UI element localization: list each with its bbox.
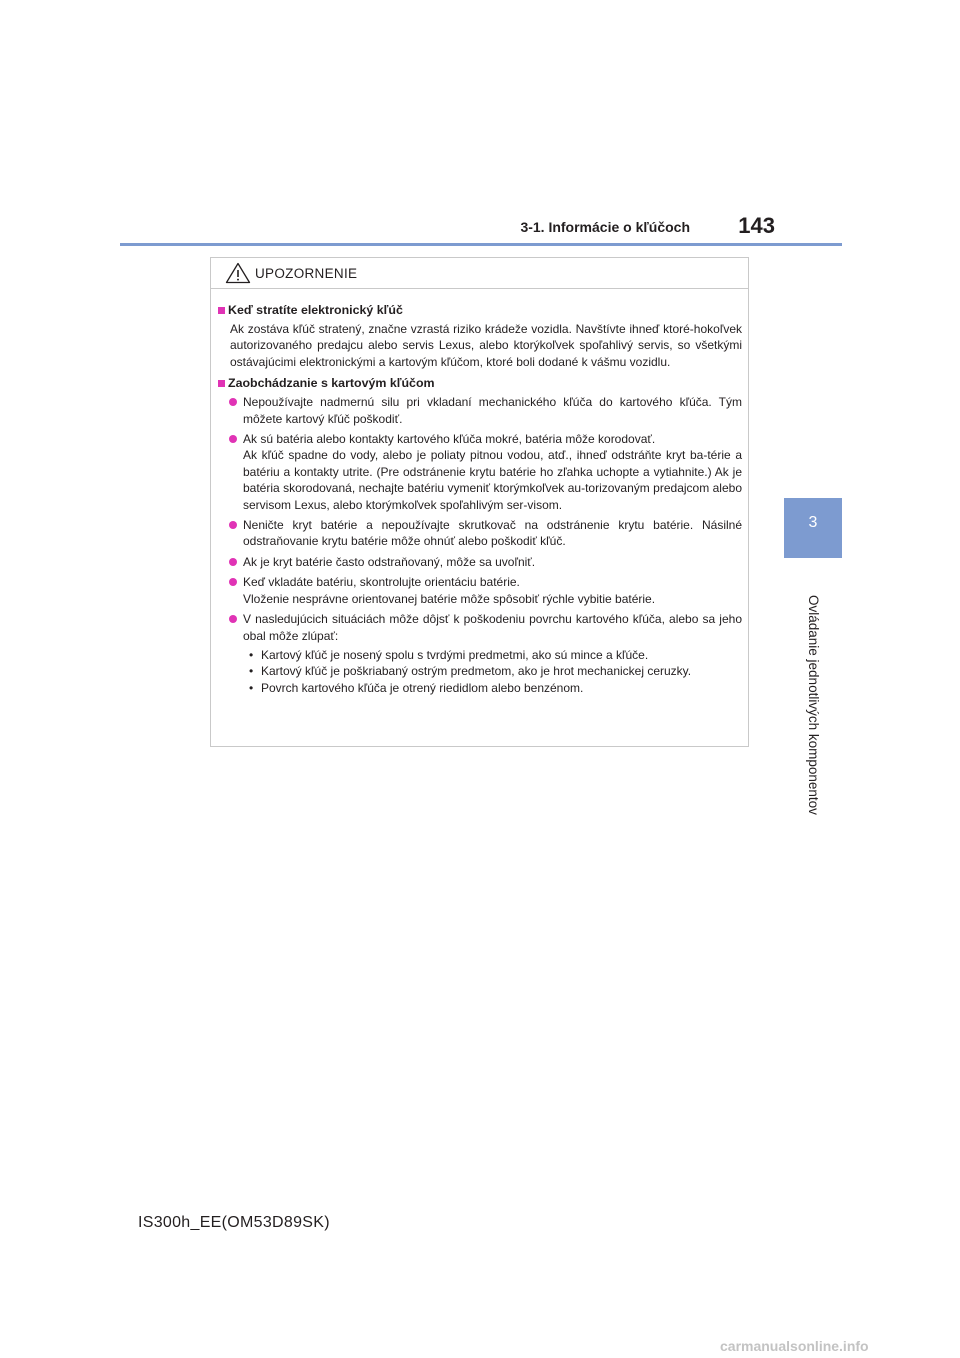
page-number: 143 xyxy=(738,213,775,238)
bullet-item xyxy=(229,554,742,570)
warning-header xyxy=(211,258,748,289)
bullet-text: Ak je kryt batérie často odstraňovaný, môže sa uvoľniť. xyxy=(243,554,536,569)
section-title xyxy=(218,302,742,319)
bullet-text: Neničte kryt batérie a nepoužívajte skrutkovač na odstránenie krytu batérie. Násilné odstraňovanie krytu batérie môže ohnúť alebo poškodiť kľúč. xyxy=(243,518,742,549)
sub-list xyxy=(243,647,742,696)
pink-dot-icon xyxy=(229,558,237,566)
bullet-item xyxy=(229,517,742,550)
bullet-item xyxy=(229,574,742,607)
pink-dot-icon xyxy=(229,578,237,586)
bullet-text-continued: Vloženie nesprávne orientovanej batérie môže spôsobiť rýchle vybitie batérie. xyxy=(243,591,656,606)
bullet-item xyxy=(229,394,742,427)
bullet-item xyxy=(229,611,742,696)
pink-dot-icon xyxy=(229,398,237,406)
section-title-text: Zaobchádzanie s kartovým kľúčom xyxy=(228,376,435,391)
chapter-tab xyxy=(784,498,842,558)
bullet-text-continued: Ak kľúč spadne do vody, alebo je poliaty pitnou vodou, atď., ihneď odstráňte kryt ba-térie a batériu a kontakty utrite. (Pre odstránenie krytu batérie ho zľahka uchopte a vytiahnite.) Ak je batéria skorodovaná, nechajte batériu vymeniť ktorýmkoľvek au-torizovaným predajcom alebo servisom Lexus, alebo ktorýmkoľvek spoľahlivým ser-visom. xyxy=(243,448,742,512)
sub-bullet-mark: • xyxy=(249,647,254,662)
footer-model-code: IS300h_EE(OM53D89SK) xyxy=(138,1214,330,1231)
warning-title: UPOZORNENIE xyxy=(255,265,358,281)
sub-list-item xyxy=(249,680,742,696)
warning-triangle-icon xyxy=(225,262,251,284)
bullet-item xyxy=(229,431,742,513)
bullet-content xyxy=(243,431,742,513)
sub-list-item xyxy=(249,647,742,663)
pink-dot-icon xyxy=(229,435,237,443)
header-rule xyxy=(120,243,842,246)
warning-body xyxy=(211,289,748,696)
section-title xyxy=(218,375,742,392)
pink-square-icon xyxy=(218,307,225,314)
section-title-text: Keď stratíte elektronický kľúč xyxy=(228,303,403,317)
pink-dot-icon xyxy=(229,521,237,529)
pink-square-icon xyxy=(218,380,225,387)
sub-item-text: Povrch kartového kľúča je otrený riedidlom alebo benzénom. xyxy=(261,680,584,695)
bullet-text: Nepoužívajte nadmernú silu pri vkladaní mechanického kľúča do kartového kľúča. Tým môžete kartový kľúč poškodiť. xyxy=(243,395,742,426)
sub-bullet-mark: • xyxy=(249,680,254,695)
sub-bullet-mark: • xyxy=(249,664,254,679)
sub-item-text: Kartový kľúč je poškriabaný ostrým predmetom, ako je hrot mechanickej ceruzky. xyxy=(261,664,692,679)
section-paragraph: Ak zostáva kľúč stratený, značne vzrastá riziko krádeže vozidla. Navštívte ihneď ktoré-hokoľvek autorizovaného predajcu alebo servis Lexus, alebo ktorýkoľvek spoľahlivý servis, so všetkými ostávajúcimi elektronickými a kartovým kľúčom, ktoré boli dodané k vášmu vozidlu. xyxy=(230,322,742,369)
sub-item-text: Kartový kľúč je nosený spolu s tvrdými predmetmi, ako sú mince a kľúče. xyxy=(261,647,649,662)
chapter-number: 3 xyxy=(808,514,818,531)
bullet-text: V nasledujúcich situáciách môže dôjsť k poškodeniu povrchu kartového kľúča, alebo sa jeho obal môže zlúpať: xyxy=(243,612,742,643)
header-section-title: 3-1. Informácie o kľúčoch xyxy=(520,219,690,235)
bullet-text: Keď vkladáte batériu, skontrolujte orientáciu batérie. xyxy=(243,575,520,590)
sub-list-item xyxy=(249,663,742,679)
warning-box xyxy=(210,257,749,747)
watermark: carmanualsonline.info xyxy=(720,1338,869,1354)
bullet-content xyxy=(243,611,742,696)
pink-dot-icon xyxy=(229,615,237,623)
chapter-title: Ovládanie jednotlivých komponentov xyxy=(806,595,821,815)
bullet-content xyxy=(243,574,742,607)
bullet-text: Ak sú batéria alebo kontakty kartového kľúča mokré, batéria môže korodovať. xyxy=(243,432,656,447)
